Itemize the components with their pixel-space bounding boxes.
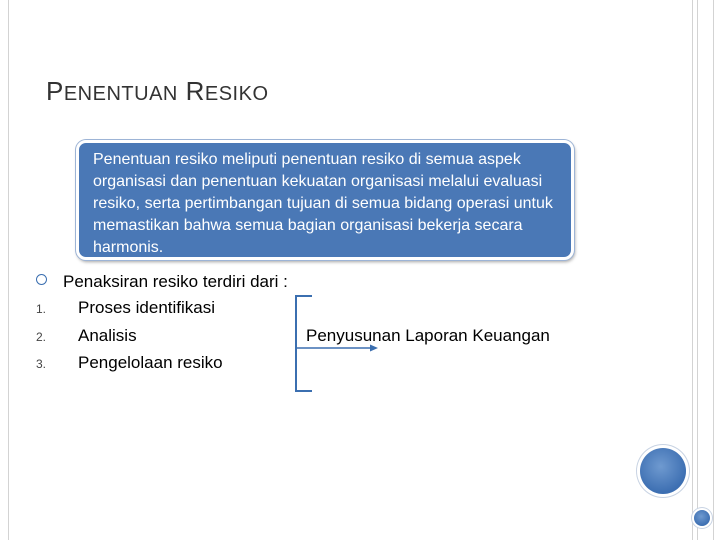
item-number: 2. xyxy=(36,330,47,344)
decorative-circle-small xyxy=(694,510,710,526)
callout-text: Penentuan resiko meliputi penentuan resiko di semua aspek organisasi dan penentuan kekuatan organisasi melalui evaluasi resiko, serta pertimbangan tujuan di semua bidang operasi untuk memastikan bahwa semua bagian organisasi bekerja secara harmonis. xyxy=(93,151,553,256)
item-label: Analisis xyxy=(78,326,137,345)
item-label: Proses identifikasi xyxy=(78,298,216,317)
item-number: 3. xyxy=(36,357,47,371)
item-number: 1. xyxy=(36,302,47,316)
result-label: Penyusunan Laporan Keuangan xyxy=(306,326,550,345)
bullet-text: Penaksiran resiko terdiri dari : xyxy=(63,272,288,291)
decorative-circle xyxy=(640,448,686,494)
title-small: ENENTUAN xyxy=(63,83,178,105)
title-cap: P xyxy=(46,76,64,106)
title-cap: R xyxy=(185,76,205,106)
item-label: Pengelolaan resiko xyxy=(78,353,223,372)
title-small: ESIKO xyxy=(204,83,269,105)
